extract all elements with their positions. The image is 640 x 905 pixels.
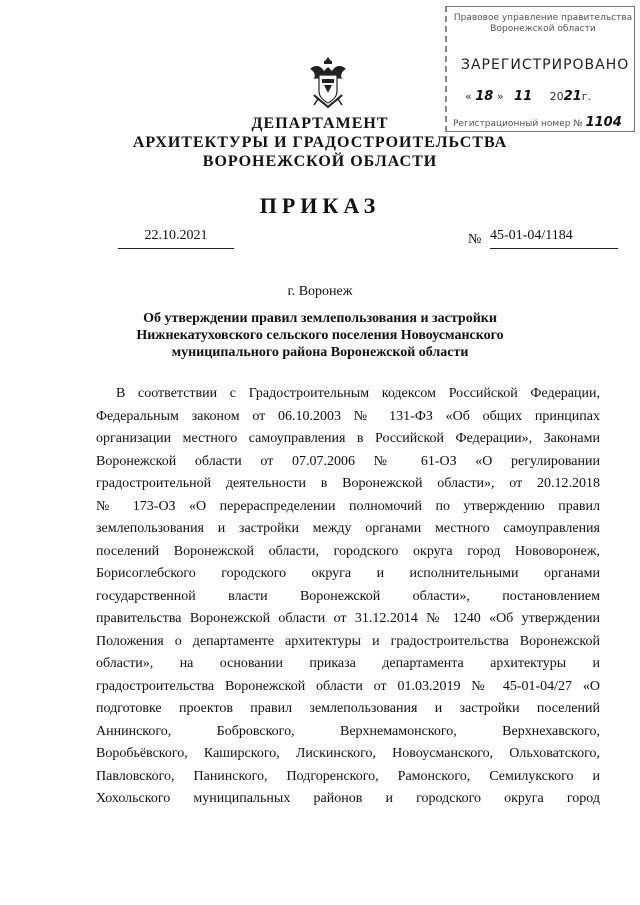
coat-of-arms-emblem	[306, 55, 350, 111]
document-date: 22.10.2021	[118, 228, 234, 249]
body-line: Воробьёвского, Каширского, Лискинского, Новоусманского, Ольховатского,	[96, 746, 600, 761]
body-line: государственной власти Воронежской области», постановлением	[96, 588, 600, 604]
body-line: Федеральным законом от 06.10.2003 № 131-ФЗ «Об общих принципах	[96, 408, 600, 424]
stamp-date-day: 18	[475, 89, 494, 104]
department-line-2: АРХИТЕКТУРЫ И ГРАДОСТРОИТЕЛЬСТВА	[132, 134, 508, 151]
document-body	[96, 383, 600, 811]
body-line: землепользования и застройки между органами местного самоуправления	[96, 521, 600, 536]
stamp-header	[453, 13, 633, 35]
document-number: 45-01-04/1184	[490, 228, 618, 249]
document-type-title: ПРИКАЗ	[259, 193, 381, 218]
subject-line-1: Об утверждении правил землепользования и застройки	[143, 311, 497, 326]
department-header	[0, 114, 640, 171]
document-subject	[0, 310, 640, 361]
department-line-3: ВОРОНЕЖСКОЙ ОБЛАСТИ	[202, 153, 438, 170]
document-city: г. Воронеж	[287, 284, 353, 299]
subject-line-2: Нижнекатуховского сельского поселения Новоусманского	[136, 328, 504, 343]
body-line: Аннинского, Бобровского, Верхнемамонского, Верхнехавского,	[96, 723, 600, 739]
body-line: Хохольского муниципальных районов и городского округа город	[96, 791, 600, 806]
stamp-date-year-prefix: 20	[549, 90, 564, 103]
stamp-line-2: Воронежской области	[490, 24, 596, 34]
body-line: организации местного самоуправления в Российской Федерации», Законами	[96, 431, 600, 446]
stamp-date-year: 21	[563, 89, 582, 104]
body-line: В соответствии с Градостроительным кодексом Российской Федерации,	[116, 386, 600, 401]
body-line: правительства Воронежской области от 31.12.2014 № 1240 «Об утверждении	[96, 611, 600, 626]
stamp-registered-label: ЗАРЕГИСТРИРОВАНО	[461, 57, 630, 73]
body-line: поселений Воронежской области, городского округа город Нововоронеж,	[96, 543, 600, 559]
body-line: градостроительства Воронежской области от 01.03.2019 № 45-01-04/27 «О	[96, 678, 600, 694]
body-line: области», на основании приказа департамента архитектуры и	[96, 656, 600, 671]
body-line: градостроительной деятельности в Воронежской области», от 20.12.2018	[96, 476, 600, 491]
body-line: Борисоглебского городского округа и исполнительными органами	[96, 566, 600, 581]
department-line-1: ДЕПАРТАМЕНТ	[251, 115, 389, 132]
body-line: № 173-ОЗ «О перераспределении полномочий по утверждению правил	[96, 498, 600, 514]
body-line: Положения о департаменте архитектуры и градостроительства Воронежской	[96, 633, 600, 649]
subject-line-3: муниципального района Воронежской области	[171, 345, 469, 360]
stamp-date: « 18 » 11 2021г.	[465, 89, 591, 104]
number-sign: №	[468, 232, 482, 247]
body-line: Воронежской области от 07.07.2006 № 61-ОЗ «О регулировании	[96, 453, 600, 469]
body-line: Павловского, Панинского, Подгоренского, Рамонского, Семилукского и	[96, 768, 600, 784]
stamp-line-1: Правовое управление правительства	[453, 13, 633, 23]
stamp-reg-number: 1104	[585, 115, 622, 130]
body-line: подготовке проектов правил землепользования и застройки поселений	[96, 701, 600, 716]
stamp-reg-label: Регистрационный номер №	[453, 119, 583, 129]
stamp-date-month: 11	[514, 89, 533, 104]
